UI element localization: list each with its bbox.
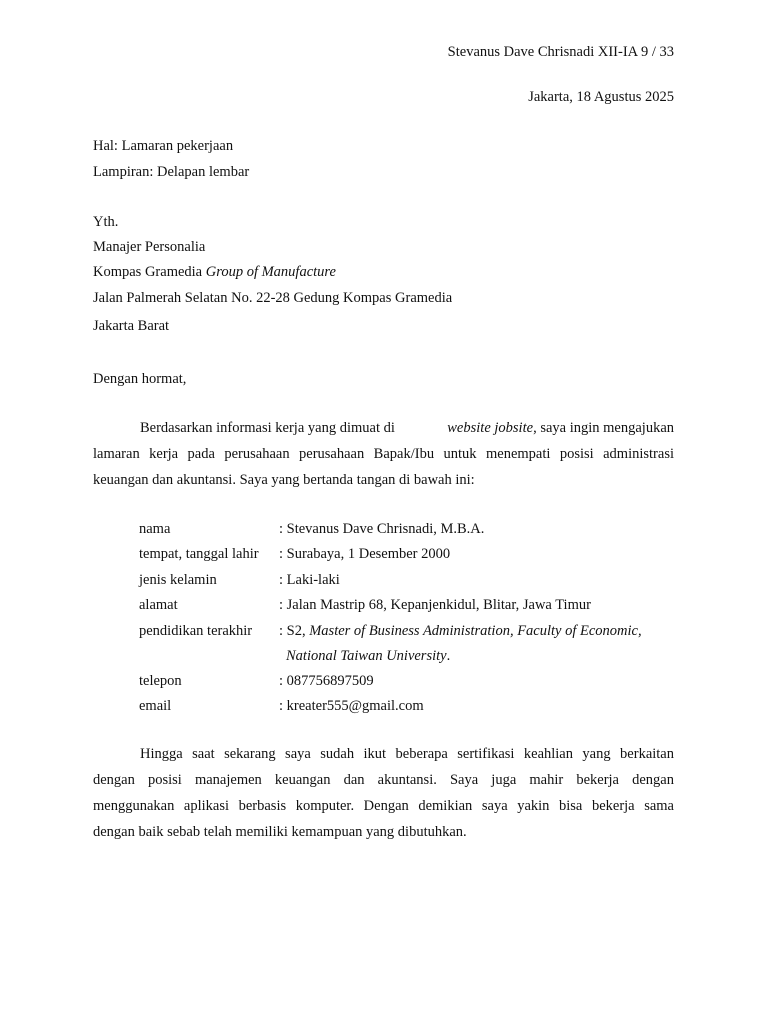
- paragraph-closing-line-4: dengan baik sebab telah memiliki kemampuan yang dibutuhkan.: [93, 824, 467, 840]
- paragraph-closing-line-1: Hingga saat sekarang saya sudah ikut beberapa sertifikasi keahlian yang berkaitan: [140, 746, 674, 762]
- degree-name: Master of Business Administration, Faculty of Economic,: [309, 623, 642, 639]
- detail-label: alamat: [139, 597, 178, 613]
- recipient-city: Jakarta Barat: [93, 318, 170, 334]
- detail-row-jenis-kelamin: [139, 571, 699, 589]
- detail-row-alamat: [139, 596, 699, 614]
- greeting: Dengan hormat,: [93, 371, 187, 387]
- detail-label: pendidikan terakhir: [139, 623, 253, 639]
- detail-value: : Stevanus Dave Chrisnadi, M.B.A.: [279, 521, 485, 537]
- intro-website-jobsite: website jobsite: [447, 420, 534, 436]
- intro-line-2-text: lamaran kerja pada perusahaan perusahaan Bapak/Ibu untuk menempati posisi administrasi: [93, 446, 674, 462]
- recipient-address: Jalan Palmerah Selatan No. 22-28 Gedung Kompas Gramedia: [93, 290, 453, 306]
- company-name: Kompas Gramedia: [93, 264, 206, 280]
- recipient-yth: Yth.: [93, 214, 119, 230]
- paragraph-intro-line-3: keuangan dan akuntansi. Saya yang bertanda tangan di bawah ini:: [93, 472, 475, 488]
- detail-label: nama: [139, 521, 171, 537]
- detail-row-email: [139, 697, 699, 715]
- detail-label: email: [139, 698, 172, 714]
- paragraph-intro: [93, 415, 674, 493]
- detail-row-nama: [139, 520, 699, 538]
- paragraph-intro-line-1: [93, 415, 674, 441]
- subject-lampiran: Lampiran: Delapan lembar: [93, 164, 250, 180]
- detail-value: : kreater555@gmail.com: [279, 698, 424, 714]
- paragraph-intro-line-2: [93, 441, 674, 467]
- detail-label: telepon: [139, 673, 182, 689]
- detail-value: : Jalan Mastrip 68, Kepanjenkidul, Blitar, Jawa Timur: [279, 597, 591, 613]
- intro-text-b: , saya ingin mengajukan: [533, 420, 674, 436]
- date-line: Jakarta, 18 Agustus 2025: [528, 89, 674, 105]
- detail-label: jenis kelamin: [139, 572, 217, 588]
- intro-text-a: Berdasarkan informasi kerja yang dimuat di: [140, 420, 395, 436]
- detail-row-telepon: [139, 672, 699, 690]
- header-author-page: Stevanus Dave Chrisnadi XII-IA 9 / 33: [447, 44, 674, 60]
- recipient-company: [93, 263, 336, 281]
- detail-label: tempat, tanggal lahir: [139, 546, 259, 562]
- paragraph-closing: [93, 741, 674, 845]
- detail-value: : 087756897509: [279, 673, 374, 689]
- detail-value: : Surabaya, 1 Desember 2000: [279, 546, 451, 562]
- detail-value: : S2, Master of Business Administration, Faculty of Economic,: [279, 623, 642, 639]
- detail-value: : Laki-laki: [279, 572, 340, 588]
- detail-value-line-2: National Taiwan University.: [286, 648, 451, 664]
- detail-row-ttl: [139, 545, 699, 563]
- subject-hal: Hal: Lamaran pekerjaan: [93, 138, 234, 154]
- university-name: National Taiwan University: [286, 648, 447, 664]
- paragraph-closing-line-2: dengan posisi manajemen keuangan dan akuntansi. Saya juga mahir bekerja dengan: [93, 772, 674, 788]
- recipient-position: Manajer Personalia: [93, 239, 206, 255]
- company-division: Group of Manufacture: [205, 264, 336, 280]
- paragraph-closing-line-3: menggunakan aplikasi berbasis komputer. Dengan demikian saya yakin bisa bekerja sama: [93, 798, 674, 814]
- detail-row-pendidikan: [139, 622, 699, 666]
